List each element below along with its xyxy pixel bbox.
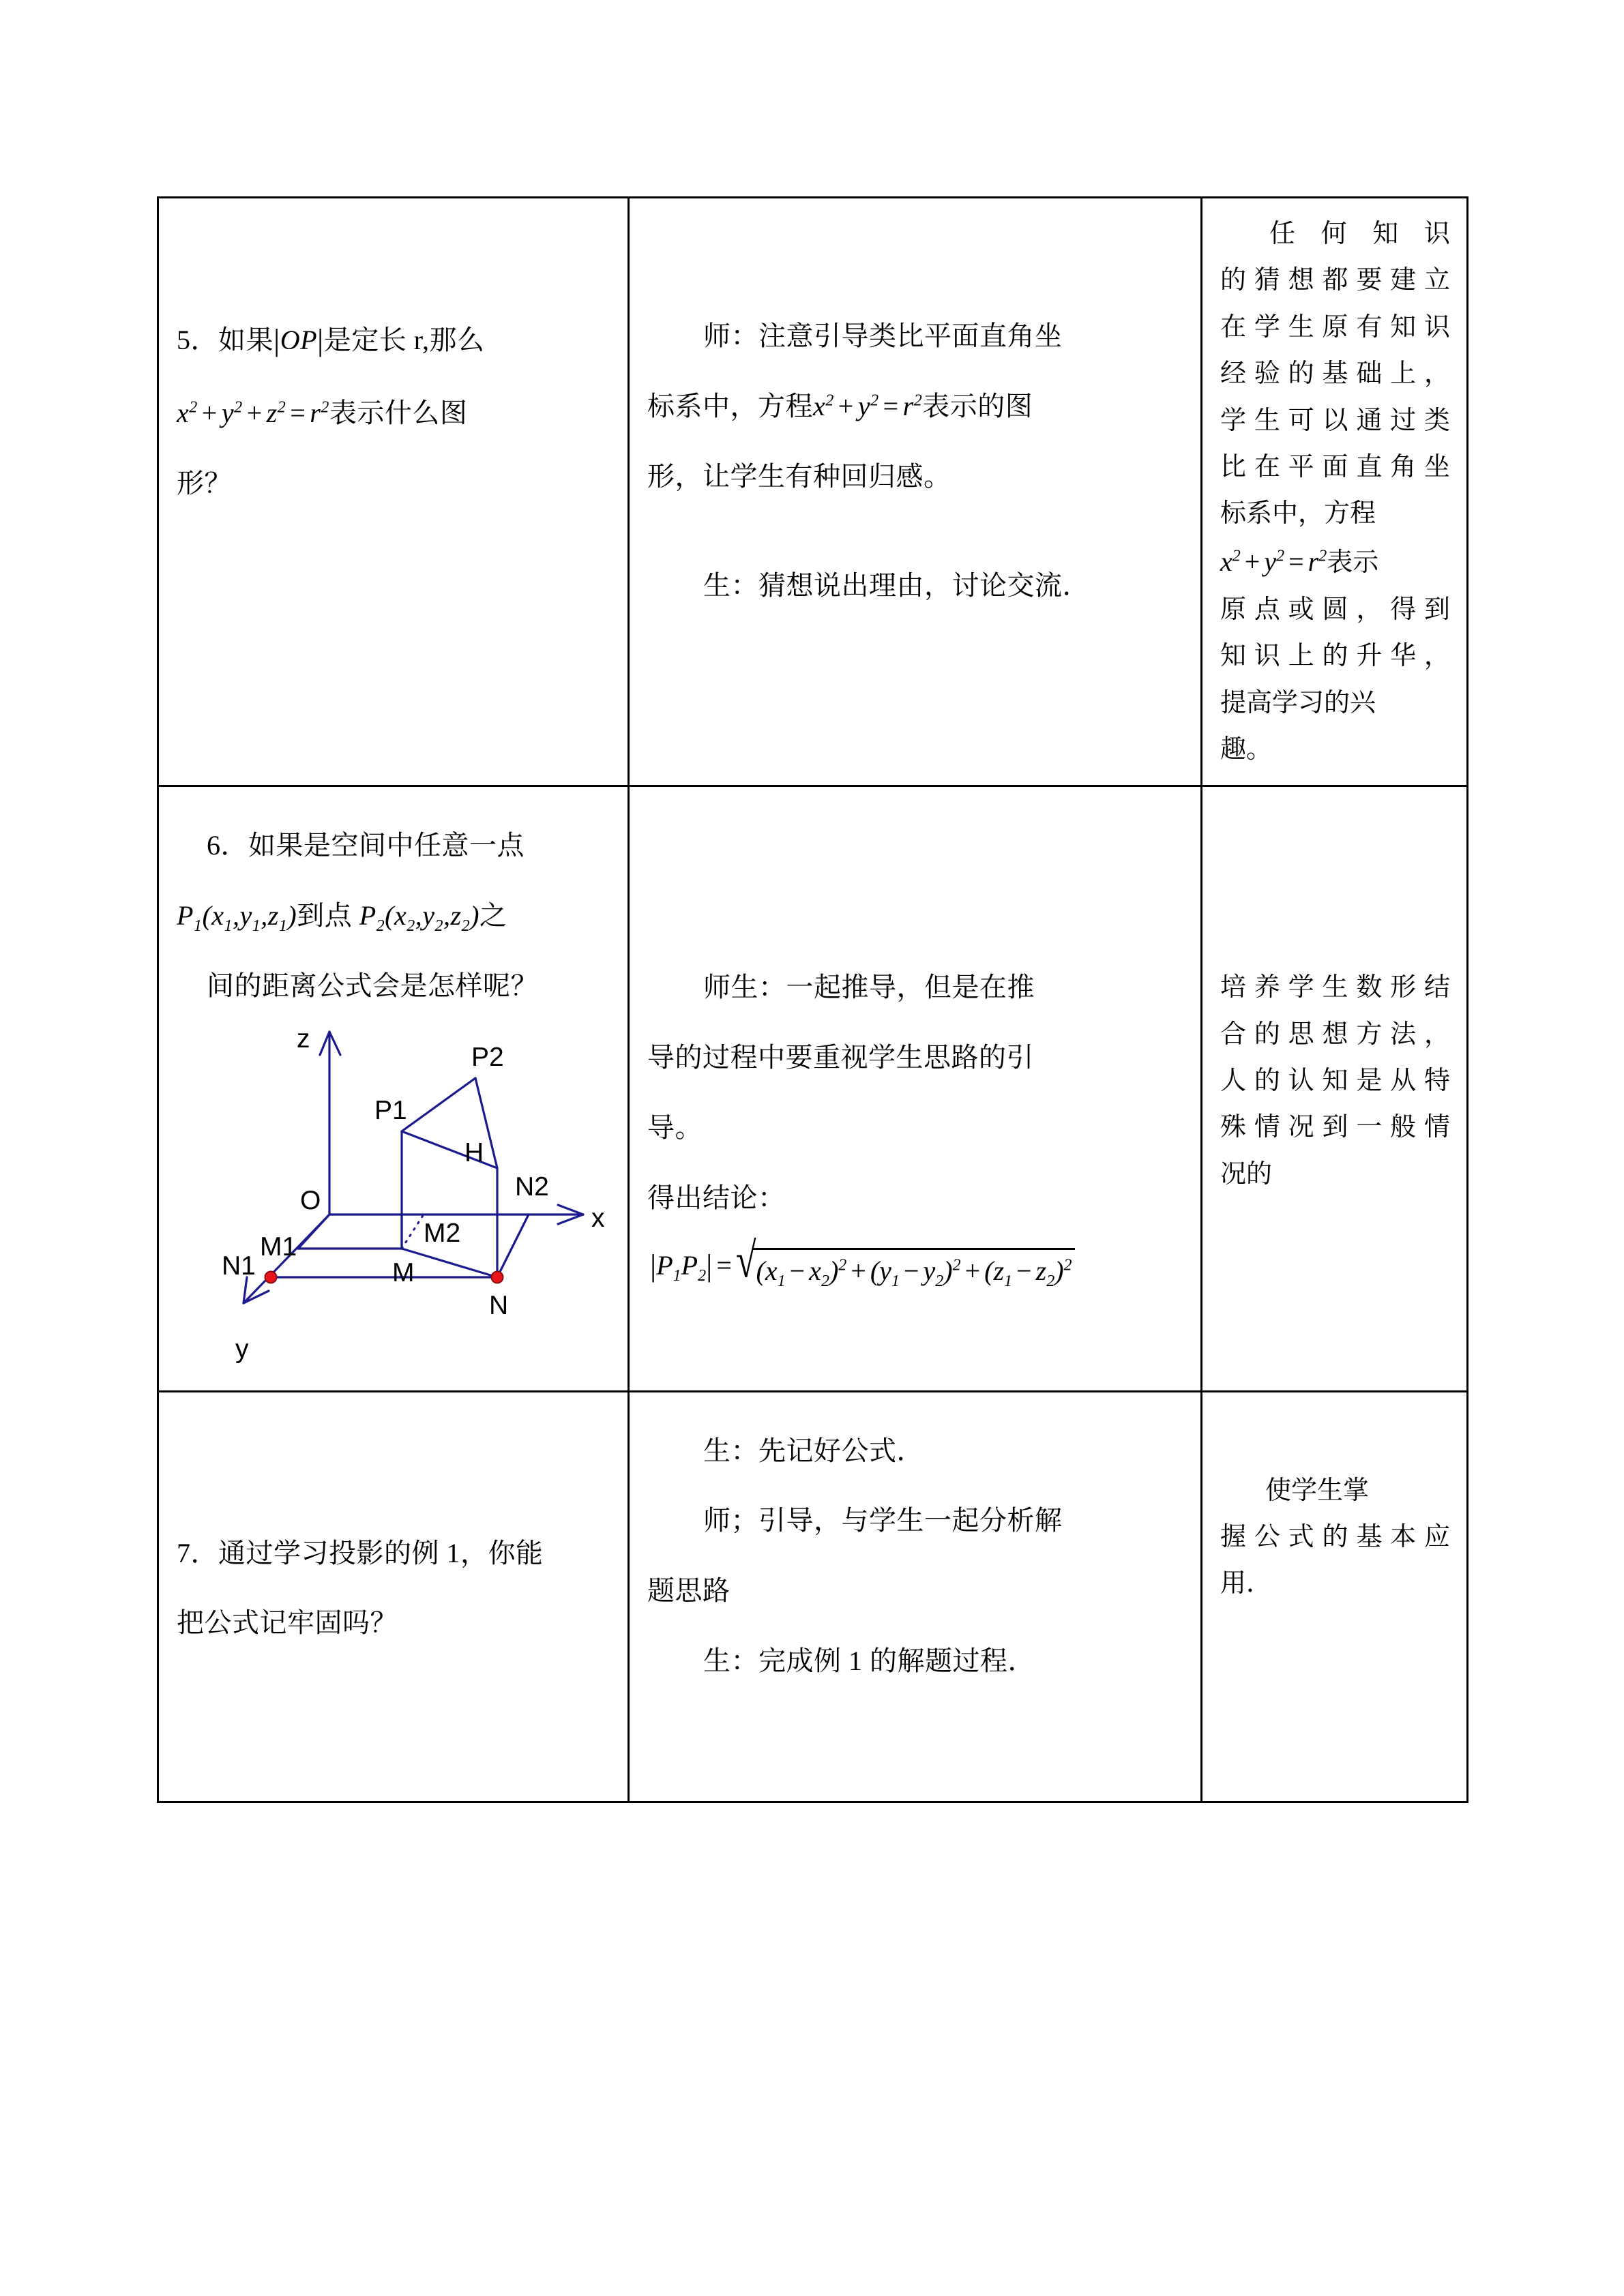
text-fragment: 表示 [1327,548,1379,577]
intent6-line-3: 人的认知是从特 [1220,1067,1450,1096]
3d-coordinate-distance-diagram [189,1010,625,1378]
student-line-1: 生：猜想说出理由，讨论交流． [703,570,1090,601]
label-n2: N2 [515,1172,549,1202]
intent-line-9: 原点或圆，得到 [1220,595,1450,624]
question-7-line-1: 7．通过学习投影的例 1，你能 [177,1537,544,1568]
math-point-p2: $P_2(x_2,y_2,z_2)$ [359,900,479,936]
teacher-line-1: 师：注意引导类比平面直角坐 [703,320,1063,351]
intent-line-5: 学生可以通过类 [1220,406,1450,435]
distance-formula: $|P_1P_2| = √(x_1 - x_2)^2 + (y_1 - y_2)^2 + (z_1 - z_2)^2$ [647,1244,1184,1289]
intent-line-3: 在学生原有知识 [1220,312,1450,342]
label-n: N [489,1290,509,1320]
intent6-line-1: 培养学生数形结 [1220,973,1450,1002]
teacher-line-7b: 题思路 [647,1575,730,1607]
teacher-line-3: 形，让学生有种回归感。 [647,460,951,492]
label-p2: P2 [471,1042,504,1072]
intent6-line-2: 合的思想方法， [1220,1019,1450,1049]
question-6-line-2 [177,893,611,940]
row7-question-cell [158,1391,629,1802]
intent-line-2: 的猜想都要建立 [1220,266,1450,295]
intent7-line-3: 用． [1220,1569,1273,1598]
intent-line-8-math [1220,537,1450,586]
text-fragment: 如果 [218,325,274,355]
text-fragment: 到点 [297,900,353,931]
label-h: H [464,1137,484,1167]
item-number: 5． [177,325,218,355]
text-fragment: 是定长 r,那么 [323,325,485,355]
teacher-line-2 [647,383,1184,430]
label-m1: M1 [260,1232,297,1262]
math-sphere-equation: $x^2 + y^2 + z^2 = r^2$ [177,398,329,429]
table-row [158,198,1468,786]
text-fragment: 表示什么图 [329,398,468,429]
row6-intent-cell [1202,786,1468,1391]
intent7-line-2: 握公式的基本应 [1220,1523,1450,1552]
row7-intent-cell [1202,1391,1468,1802]
question-6-line-3: 间的距离公式会是怎样呢？ [207,970,538,1001]
student-line-7b: 生：完成例 1 的解题过程． [703,1645,1035,1677]
intent-line-11: 提高学习的兴 [1220,688,1376,717]
intent-line-1 [1220,211,1450,257]
row6-activity-cell [629,786,1202,1391]
text-fragment: 标系中，方程 [647,390,813,421]
point-marker-n1 [265,1271,277,1283]
math-circle-equation: $x^2 + y^2 = r^2$ [813,390,923,421]
row5-question-cell [158,198,629,786]
intent-line-7: 标系中，方程 [1220,499,1376,528]
axis-label-x: x [591,1203,605,1233]
intent-line-4: 经验的基础上， [1220,359,1450,389]
student-line-7a: 生：先记好公式． [703,1435,924,1466]
row7-activity-cell [629,1391,1202,1802]
intent-line-12: 趣。 [1220,734,1273,764]
table-row [158,786,1468,1391]
intent7-line-1 [1220,1467,1450,1514]
question-6-line-1: 6．如果是空间中任意一点 [207,830,525,861]
intent6-line-4: 殊情况到一般情 [1220,1113,1450,1142]
text-fragment: 任何知识 [1269,220,1450,248]
label-n1: N1 [222,1251,256,1281]
label-p1: P1 [374,1095,407,1125]
text-fragment: 之 [479,900,507,931]
table-row [158,1391,1468,1802]
teacher-student-line-3: 导。 [647,1112,703,1143]
lesson-plan-table [157,196,1468,1803]
teacher-line-7a: 师；引导，与学生一起分析解 [703,1505,1063,1536]
intent-line-6: 比在平面直角坐 [1220,452,1450,481]
math-point-p1: $P_1(x_1,y_1,z_1)$ [177,900,297,936]
intent-line-10: 知识上的升华， [1220,642,1450,671]
question-7-line-2: 把公式记牢固吗？ [177,1607,398,1639]
teacher-student-line-1: 师生：一起推导，但是在推 [703,972,1035,1003]
text-fragment: 使学生掌 [1265,1476,1370,1505]
row6-question-cell [158,786,629,1391]
text-fragment: 表示的图 [922,390,1033,421]
row5-activity-cell [629,198,1202,786]
math-abs-op: |OP| [274,323,324,357]
question-5-line-3: 形？ [177,467,232,498]
intent6-line-5: 况的 [1220,1159,1273,1189]
label-m2: M2 [424,1218,461,1248]
axis-label-y: y [235,1334,249,1364]
label-m: M [392,1257,415,1287]
row5-intent-cell [1202,198,1468,786]
math-circle-equation-2: $x^2 + y^2 = r^2$ [1220,546,1327,577]
axis-label-z: z [297,1024,310,1054]
conclusion-label: 得出结论： [647,1182,786,1213]
point-marker-n [492,1271,503,1283]
label-o: O [300,1185,321,1215]
question-5-line-2 [177,390,611,437]
teacher-student-line-2: 导的过程中要重视学生思路的引 [647,1042,1034,1073]
question-5-line-1 [177,313,611,367]
